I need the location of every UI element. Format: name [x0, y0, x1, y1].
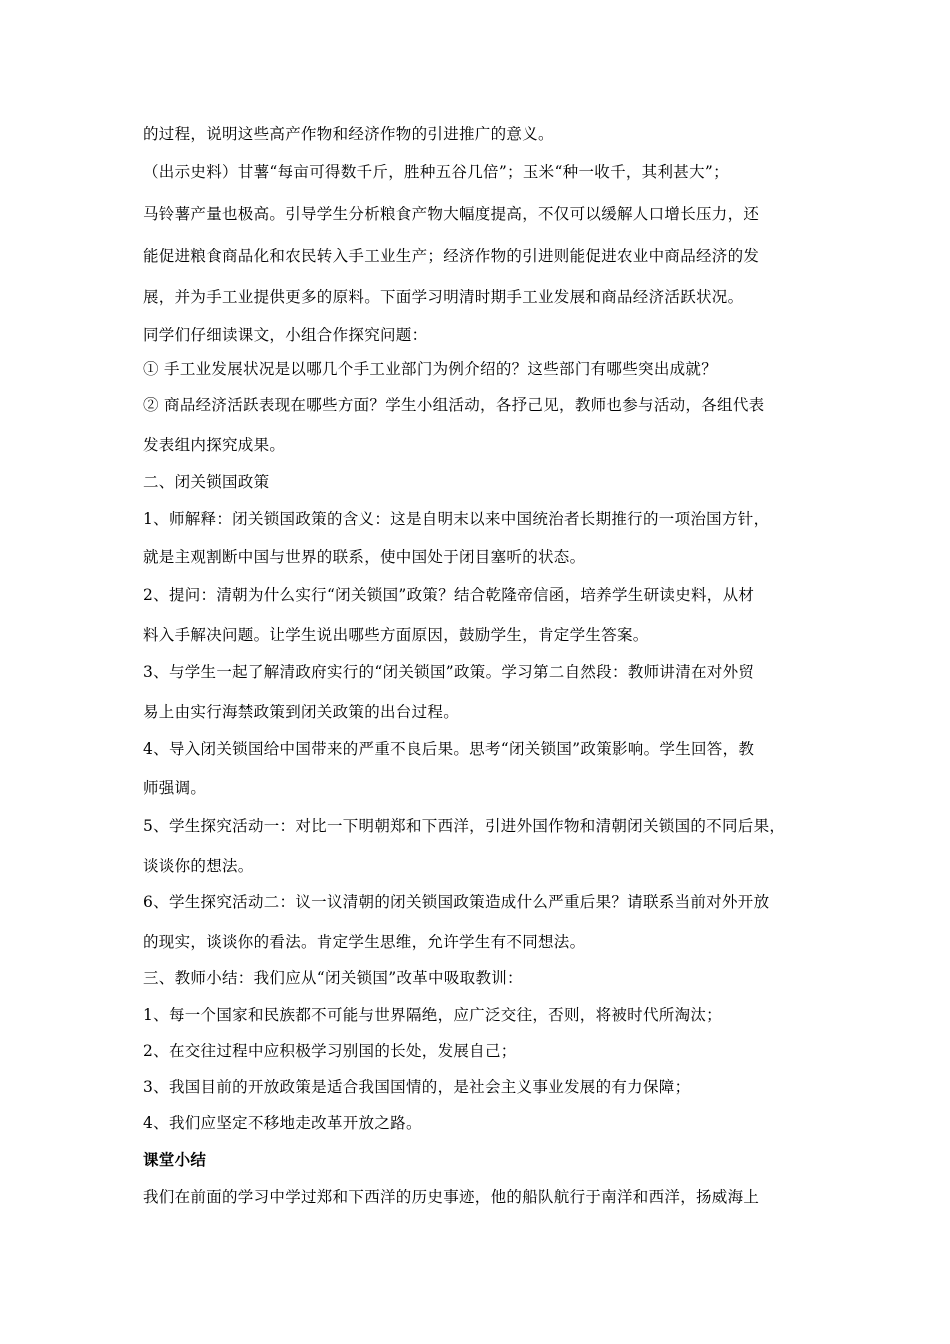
text-line: 5、学生探究活动一：对比一下明朝郑和下西洋，引进外国作物和清朝闭关锁国的不同后果，: [143, 817, 786, 835]
section-heading: 三、教师小结：我们应从“闭关锁国”改革中吸取教训：: [143, 969, 523, 987]
list-item: 3、我国目前的开放政策是适合我国国情的，是社会主义事业发展的有力保障；: [143, 1078, 691, 1096]
text-line: 发表组内探究成果。: [143, 436, 286, 454]
text-line: 就是主观割断中国与世界的联系，使中国处于闭目塞听的状态。: [143, 548, 586, 566]
text-line: 能促进粮食商品化和农民转入手工业生产；经济作物的引进则能促进农业中商品经济的发: [143, 247, 760, 265]
text-line: 的现实，谈谈你的看法。肯定学生思维，允许学生有不同想法。: [143, 933, 586, 951]
text-line: 我们在前面的学习中学过郑和下西洋的历史事迹，他的船队航行于南洋和西洋，扬威海上: [143, 1188, 760, 1206]
list-item: 2、在交往过程中应积极学习别国的长处，发展自己；: [143, 1042, 517, 1060]
list-item: 1、每一个国家和民族都不可能与世界隔绝，应广泛交往，否则，将被时代所淘汰；: [143, 1006, 722, 1024]
list-item: 4、我们应坚定不移地走改革开放之路。: [143, 1114, 422, 1132]
text-line: 展，并为手工业提供更多的原料。下面学习明清时期手工业发展和商品经济活跃状况。: [143, 288, 744, 306]
section-title-summary: 课堂小结: [143, 1151, 207, 1169]
text-line: 料入手解决问题。让学生说出哪些方面原因，鼓励学生，肯定学生答案。: [143, 626, 649, 644]
text-line: 谈谈你的想法。: [143, 857, 254, 875]
text-line: ① 手工业发展状况是以哪几个手工业部门为例介绍的？这些部门有哪些突出成就？: [143, 360, 718, 378]
text-line: 的过程，说明这些高产作物和经济作物的引进推广的意义。: [143, 125, 554, 143]
text-line: 同学们仔细读课文，小组合作探究问题：: [143, 326, 428, 344]
text-line: 易上由实行海禁政策到闭关政策的出台过程。: [143, 703, 460, 721]
text-line: 2、提问：清朝为什么实行“闭关锁国”政策？结合乾隆帝信函，培养学生研读史料，从材: [143, 586, 755, 604]
text-line: ② 商品经济活跃表现在哪些方面？学生小组活动，各抒己见，教师也参与活动，各组代表: [143, 396, 765, 414]
text-line: （出示史料）甘薯“每亩可得数千斤，胜种五谷几倍”；玉米“种一收千，其利甚大”；: [143, 163, 729, 181]
text-line: 6、学生探究活动二：议一议清朝的闭关锁国政策造成什么严重后果？请联系当前对外开放: [143, 893, 770, 911]
text-line: 4、导入闭关锁国给中国带来的严重不良后果。思考“闭关锁国”政策影响。学生回答，教: [143, 740, 755, 758]
section-heading: 二、闭关锁国政策: [143, 473, 270, 491]
text-line: 师强调。: [143, 779, 207, 797]
text-line: 马铃薯产量也极高。引导学生分析粮食产物大幅度提高，不仅可以缓解人口增长压力，还: [143, 205, 760, 223]
text-line: 1、师解释：闭关锁国政策的含义：这是自明末以来中国统治者长期推行的一项治国方针，: [143, 510, 770, 528]
text-line: 3、与学生一起了解清政府实行的“闭关锁国”政策。学习第二自然段：教师讲清在对外贸: [143, 663, 755, 681]
